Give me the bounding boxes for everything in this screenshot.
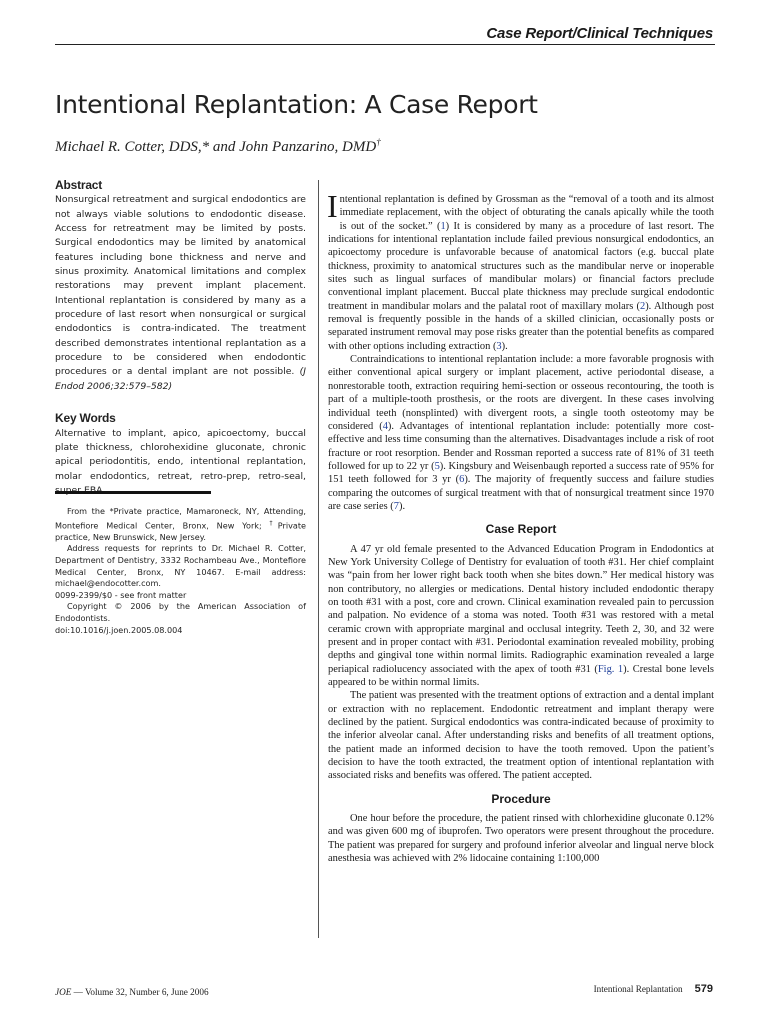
abstract-body [55, 193, 306, 394]
ref-link-3[interactable]: 3 [496, 340, 502, 352]
doi-line: doi:10.1016/j.joen.2005.08.004 [55, 624, 183, 635]
footnotes [55, 506, 306, 636]
contra-text-c: ). Kingsbury and Weisenbaugh reported a success rate of 95% for 151 teeth followed for 3 yr ( [328, 460, 714, 486]
journal-abbrev: JOE [55, 987, 72, 997]
footer-journal [55, 987, 209, 997]
ref-link-6[interactable]: 6 [459, 474, 465, 486]
intro-text-d: ). [501, 340, 508, 352]
intro-paragraph [327, 188, 714, 353]
left-column [55, 178, 306, 498]
keywords-text: Alternative to implant, apico, apicoectomy, buccal plate thickness, chlorohexidine gluconate, chronic apical periodontitis, endo, intentional replantation, molar endodontics, retreat, retro-prep, retro-seal, [55, 427, 306, 482]
copyright-line: Copyright © 2006 by the American Association of Endodontists. [55, 601, 306, 624]
issn-line: 0099-2399/$0 - see front matter [55, 589, 187, 600]
author-footnote-mark: † [376, 137, 381, 147]
footnote-rule [55, 491, 211, 494]
drop-cap: I [327, 188, 338, 224]
running-title: Intentional Replantation [593, 984, 683, 994]
footer-running [594, 983, 713, 995]
abstract-heading: Abstract [55, 178, 103, 192]
contra-text-d: ). The majority of frequently success and failure studies comparing the outcomes of surgical treatment with that of nonsurgical treatment since 1970 are case series ( [328, 474, 714, 512]
reprint-address: Address requests for reprints to Dr. Michael R. Cotter, Department of Dentistry, 3332 Rochambeau Ave., Montefiore Medical Center, Bronx, NY 10467. E-mail address: michael@endocotter.com. [55, 543, 306, 589]
case-paragraph-2: The patient was presented with the treatment options of extraction and a dental implant or extraction with no replacement. Endodontic retreatment and implant therapy were declined by the patient. Surgical endodontics was contra-indicated because of proximity to the inferior alveolar canal. After understanding risks and benefits of all treatment options, the patient made an informed decision to have the tooth removed. Upon the patient’s decision to have the tooth extracted, the treatment option of intentional replantation with associated risks and benefits was offered. The patient accepted. [328, 690, 714, 782]
author-line [55, 137, 381, 156]
intro-text-b: ) It is considered by many as a procedure of last resort. The indications for intentional replantation include failed previous nonsurgical endodontics, an apicoectomy procedure is unfavorable because of anatomical factors (e.g. buccal plate thickness, proximity to anatomical structures such as the mandibular nerve or inoperable sites such as lingual surfaces of mandibular molars) or financial factors preclude conventional implant placement. Buccal plate thickness may preclude surgical endodontic treatment in mandibular molars and the palatal root of maxillary molars ( [328, 220, 714, 312]
affiliation-mark: † [269, 519, 278, 527]
affiliation-note [55, 506, 306, 543]
case-text-a: A 47 yr old female presented to the Advanced Education Program in Endodontics at New York University College of Dentistry for evaluation of tooth #31. Her chief complaint was “pain from her lower right back tooth when she bites down.” Her medical history was non contributory, no allergies or medications. Dental history included endodontic therapy on tooth #31 with a post, core and crown. Clinical examination revealed pain to percussion and palpation. No evidence of a stoma was noted. Tooth #31 was restored with a metal ceramic crown with appropriate marginal and occlusal integrity. Teeth 2, 30, and 32 were present and in proper contact with #31. Periodontal examination revealed mobility, probing depths and gingival tone within normal limits. Radiographic examination revealed a large periapical radiolucency associated with the apex of tooth #31 ( [328, 543, 714, 675]
page-number: 579 [694, 983, 713, 995]
case-report-heading: Case Report [485, 522, 557, 537]
ref-link-1[interactable]: 1 [440, 220, 446, 232]
procedure-paragraph: One hour before the procedure, the patient rinsed with chlorhexidine gluconate 0.12% and was given 600 mg of ibuprofen. Two operators were present throughout the procedure. The patient was prepared for surgery and profound inferior alveolar and lingual nerve block anesthesia was achieved with 2% lidocaine containing 1:100,000 [328, 813, 714, 865]
affiliation-a: From the *Private practice, Mamaroneck, NY, Attending, Montefiore Medical Center, Bronx, New York; [55, 506, 306, 531]
affiliation-b: Private practice, New Brunswick, New Jersey. [55, 520, 306, 542]
case-text-b: ). Crestal bone levels appeared to be within normal limits. [328, 663, 714, 689]
authors-text: Michael R. Cotter, DDS,* and John Panzarino, DMD [55, 139, 377, 155]
contraindications-paragraph [328, 353, 714, 513]
header-rule [55, 44, 715, 45]
figure-1-link[interactable]: Fig. 1 [597, 663, 624, 675]
contra-text-e: ). [399, 500, 406, 512]
right-column [327, 188, 714, 866]
column-divider [318, 180, 319, 938]
abstract-citation: (J Endod 2006;32:579–582) [55, 366, 306, 392]
journal-issue: — Volume 32, Number 6, June 2006 [71, 987, 209, 997]
ref-link-4[interactable]: 4 [382, 420, 388, 432]
keywords-heading: Key Words [55, 411, 116, 426]
contra-text-b: ). Advantages of intentional replantation include: potentially more cost-effective and less time consuming than the alternatives. Disadvantages include a risk of root fracture or root resorption. Bender and Rossman reported a success rate of 81% of 31 teeth followed for up to 22 yr ( [328, 420, 714, 472]
ref-link-7[interactable]: 7 [393, 500, 399, 512]
intro-text-a: ntentional replantation is defined by Grossman as the “removal of a tooth and its almost immediate replacement, with the object of obturating the canals apically while the tooth is out of the socket.” ( [339, 194, 714, 232]
case-paragraph-1 [328, 543, 714, 690]
ref-link-5[interactable]: 5 [434, 460, 440, 472]
abstract-text: Nonsurgical retreatment and surgical endodontics are not always viable solutions to endodontic disease. Access for retreatment may be limited by posts. Surgical endodontics may be limited by anatomical features including bone thickness and nerve and sinus proximity. Anatomical limitations and complex restorations may prevent implant placement. Intentional replantation is considered by many as a procedure of last resort when nonsurgical or surgical endodontics is contra-indicated. The treatment described demonstrates intentional replantation as a procedure to be considered when endodontic procedures or a dental implant are not possible. [55, 194, 306, 378]
ref-link-2[interactable]: 2 [639, 300, 646, 312]
contra-text-a: Contraindications to intentional replantation include: a more favorable prognosis with either conventional apical surgery or implant placement, active periodontal disease, a nonrestorable tooth, extraction requiring hemi-section or osseous recontouring, the tooth is part of a multiple-tooth prosthesis, or the roots are divergent. In these cases involving individual teeth (nonsplinted) with divergent roots, a single tooth osteotomy may be considered ( [328, 354, 714, 432]
procedure-heading: Procedure [491, 791, 551, 806]
intro-text-c: ). Although post removal is frequently possible in the hands of a skilled clinician, occasionally posts or separated instrument removal may pose risks greater than the potential benefits as compared with other options including extraction ( [328, 300, 714, 352]
section-label: Case Report/Clinical Techniques [486, 25, 713, 42]
article-title: Intentional Replantation: A Case Report [55, 90, 538, 119]
